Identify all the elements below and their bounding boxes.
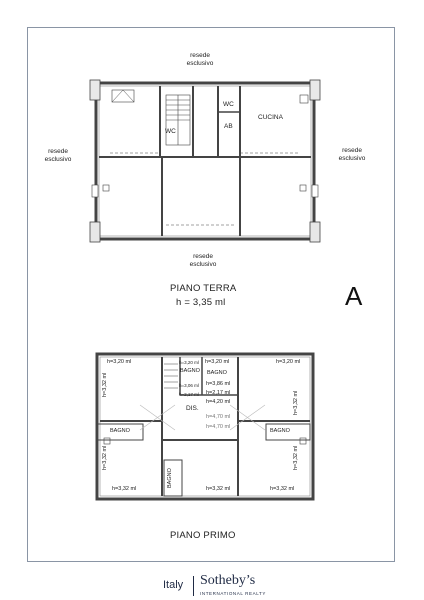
- resede-right-label: resede esclusivo: [338, 147, 366, 163]
- height-label: h=2,17 ml: [179, 392, 199, 397]
- room-label-ab: AB: [224, 123, 233, 130]
- height-label: h=4,70 ml: [206, 414, 231, 420]
- room-label-bagno: BAGNO: [110, 428, 130, 434]
- first-floor-title: PIANO PRIMO: [170, 530, 236, 541]
- brand-separator: [193, 576, 194, 596]
- height-label: h=2,17 ml: [206, 390, 231, 396]
- resede-bottom-label: resede esclusivo: [189, 253, 217, 269]
- room-label-cucina: CUCINA: [258, 114, 283, 121]
- height-label: h=3,20 ml: [179, 360, 199, 365]
- brand-subtitle: INTERNATIONAL REALTY: [200, 591, 266, 596]
- height-label: h=4,20 ml: [206, 399, 231, 405]
- height-label: h=3,20 ml: [107, 359, 132, 365]
- height-label: h=3,20 ml: [205, 359, 230, 365]
- height-label: h=3,32 ml: [112, 486, 137, 492]
- room-label-bagno: BAGNO: [167, 468, 173, 488]
- room-label-wc-1: WC: [223, 101, 234, 108]
- brand-footer: [0, 565, 424, 600]
- height-label: h=3,86 ml: [206, 381, 231, 387]
- height-label: h=3,32 ml: [206, 486, 231, 492]
- resede-top-label: resede esclusivo: [186, 52, 214, 68]
- ground-floor-plan: [90, 80, 320, 242]
- first-floor-plan: [97, 354, 313, 499]
- height-label: h=3,32 ml: [102, 445, 108, 470]
- height-label: h=3,32 ml: [102, 372, 108, 397]
- height-label: h=3,20 ml: [276, 359, 301, 365]
- room-label-bagno: BAGNO: [270, 428, 290, 434]
- room-label-dis: DIS.: [186, 405, 199, 412]
- height-label: h=3,32 ml: [293, 390, 299, 415]
- ground-floor-title: PIANO TERRA: [170, 283, 237, 294]
- ground-floor-height: h = 3,35 ml: [176, 297, 226, 308]
- unit-letter: A: [345, 281, 363, 311]
- height-label: h=3,06 ml: [179, 383, 199, 388]
- height-label: h=4,70 ml: [206, 424, 231, 430]
- height-label: h=3,32 ml: [270, 486, 295, 492]
- brand-name: Sotheby’s: [200, 573, 256, 588]
- room-label-bagno: BAGNO: [180, 368, 200, 374]
- brand-country: Italy: [163, 579, 184, 591]
- room-label-bagno: BAGNO: [207, 370, 227, 376]
- resede-left-label: resede esclusivo: [44, 148, 72, 164]
- height-label: h=3,32 ml: [293, 445, 299, 470]
- room-label-wc-2: WC: [165, 128, 176, 135]
